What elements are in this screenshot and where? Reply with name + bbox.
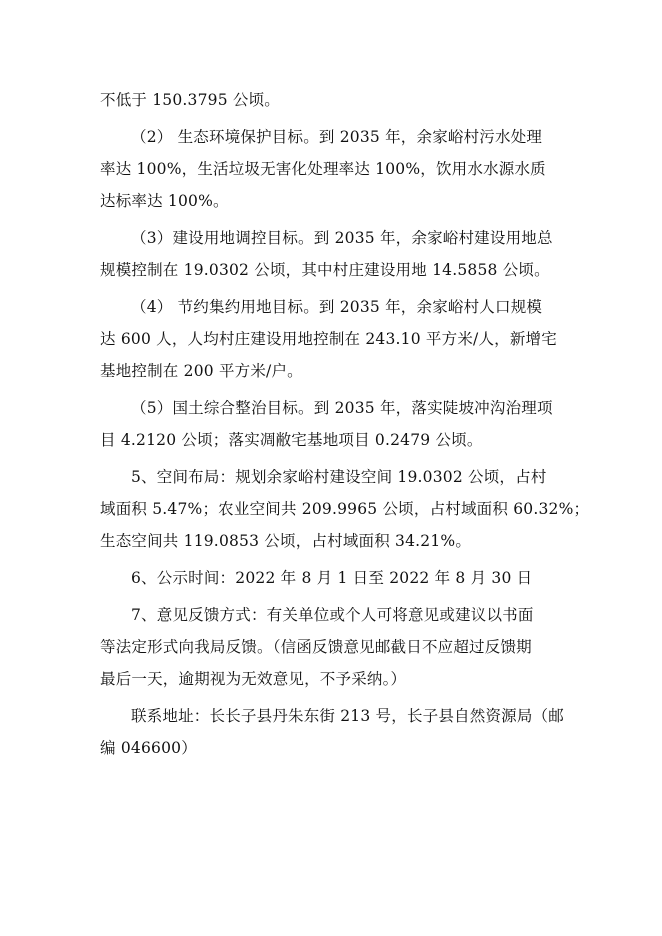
text-line: 最后一天，逾期视为无效意见，不予采纳。） [100, 670, 407, 688]
text-line: 达标率达 100%。 [100, 192, 229, 210]
paragraph-spatial-layout-first-line: 5、空间布局：规划余家峪村建设空间 19.0302 公顷，占村 [131, 468, 547, 486]
text-line: 率达 100%，生活垃圾无害化处理率达 100%，饮用水水源水质 [100, 160, 546, 178]
paragraph-land-consolidation-first-line: （5）国土综合整治目标。到 2035 年，落实陡坡冲沟治理项 [131, 399, 553, 417]
text-line: 等法定形式向我局反馈。（信函反馈意见邮截日不应超过反馈期 [100, 638, 532, 656]
paragraph-construction-first-line: （3）建设用地调控目标。到 2035 年，余家峪村建设用地总 [131, 229, 553, 247]
document-body [100, 84, 590, 764]
paragraph-ecology-first-line: （2） 生态环境保护目标。到 2035 年，余家峪村污水处理 [131, 128, 543, 146]
text-line: 生态空间共 119.0853 公顷，占村域面积 34.21%。 [100, 532, 472, 550]
paragraph-feedback-first-line: 7、意见反馈方式：有关单位或个人可将意见或建议以书面 [131, 606, 534, 624]
paragraph-land-saving-first-line: （4） 节约集约用地目标。到 2035 年，余家峪村人口规模 [131, 298, 543, 316]
paragraph-contact-first-line: 联系地址：长长子县丹朱东街 213 号，长子县自然资源局（邮 [131, 707, 564, 725]
text-line: 规模控制在 19.0302 公顷，其中村庄建设用地 14.5858 公顷。 [100, 261, 550, 279]
paragraph-publicity-time: 6、公示时间：2022 年 8 月 1 日至 2022 年 8 月 30 日 [131, 569, 533, 587]
text-line: 达 600 人，人均村庄建设用地控制在 243.10 平方米/人，新增宅 [100, 330, 557, 348]
text-line: 域面积 5.47%；农业空间共 209.9965 公顷，占村域面积 60.32%； [100, 500, 590, 518]
text-line: 编 046600） [100, 739, 197, 757]
text-line: 基地控制在 200 平方米/户。 [100, 362, 303, 380]
text-line: 目 4.2120 公顷；落实凋敝宅基地项目 0.2479 公顷。 [100, 431, 483, 449]
text-line: 不低于 150.3795 公顷。 [100, 91, 281, 109]
